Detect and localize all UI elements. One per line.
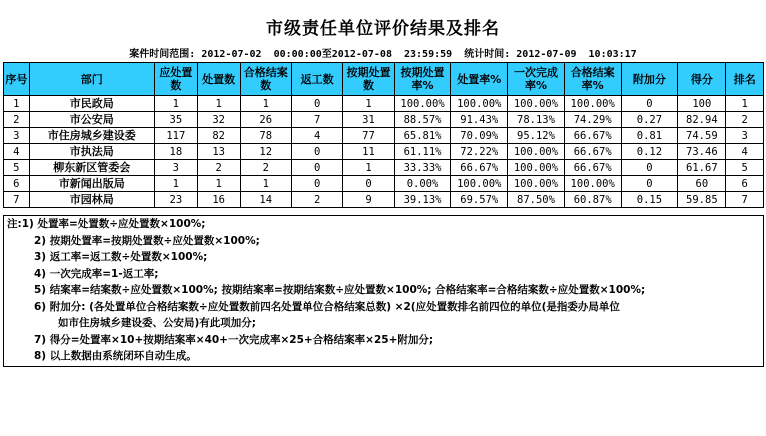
- note-3: 3) 返工率=返工数÷处置数×100%;: [34, 251, 208, 263]
- note-line: [4, 233, 763, 250]
- cell-bonus: 0.15: [621, 192, 678, 208]
- col-header-qualified: 合格结案数: [240, 63, 291, 96]
- cell-index: 6: [4, 176, 30, 192]
- cell-dept: 市执法局: [29, 144, 154, 160]
- cell-handle-rate: 100.00%: [451, 176, 508, 192]
- cell-dept: 市住房城乡建设委: [29, 128, 154, 144]
- cell-dept: 市新闻出版局: [29, 176, 154, 192]
- cell-bonus: 0: [621, 96, 678, 112]
- cell-rank: 4: [726, 144, 764, 160]
- time-info: [0, 45, 766, 60]
- cell-rank: 5: [726, 160, 764, 176]
- cell-first-rate: 100.00%: [508, 160, 565, 176]
- note-line: [4, 348, 763, 365]
- cell-score: 74.59: [678, 128, 726, 144]
- cell-qualified-rate: 66.67%: [564, 144, 621, 160]
- cell-qualified-rate: 60.87%: [564, 192, 621, 208]
- cell-bonus: 0.12: [621, 144, 678, 160]
- cell-qualified-rate: 66.67%: [564, 160, 621, 176]
- cell-handle-rate: 72.22%: [451, 144, 508, 160]
- note-line: [4, 216, 763, 233]
- cell-ontime-rate: 88.57%: [394, 112, 451, 128]
- cell-bonus: 0.27: [621, 112, 678, 128]
- cell-bonus: 0: [621, 176, 678, 192]
- cell-rework: 0: [291, 160, 342, 176]
- col-header-ontime-rate: 按期处置率%: [394, 63, 451, 96]
- cell-rework: 0: [291, 96, 342, 112]
- note-line: [4, 282, 763, 299]
- cell-ontime-rate: 61.11%: [394, 144, 451, 160]
- cell-ontime-rate: 39.13%: [394, 192, 451, 208]
- cell-handled: 16: [197, 192, 240, 208]
- col-header-qualified-rate: 合格结案率%: [564, 63, 621, 96]
- table-row: [4, 160, 764, 176]
- cell-ontime-rate: 100.00%: [394, 96, 451, 112]
- cell-due: 3: [154, 160, 197, 176]
- cell-ontime-rate: 65.81%: [394, 128, 451, 144]
- cell-score: 59.85: [678, 192, 726, 208]
- cell-ontime: 11: [343, 144, 394, 160]
- cell-handled: 82: [197, 128, 240, 144]
- cell-rework: 2: [291, 192, 342, 208]
- cell-rework: 4: [291, 128, 342, 144]
- cell-ontime: 1: [343, 96, 394, 112]
- table-row: [4, 144, 764, 160]
- cell-due: 1: [154, 176, 197, 192]
- cell-score: 73.46: [678, 144, 726, 160]
- cell-handled: 13: [197, 144, 240, 160]
- note-line: [4, 315, 763, 332]
- col-header-rank: 排名: [726, 63, 764, 96]
- cell-bonus: 0.81: [621, 128, 678, 144]
- cell-first-rate: 78.13%: [508, 112, 565, 128]
- note-7: 7) 得分=处置率×10+按期结案率×40+一次完成率×25+合格结案率×25+附加分;: [34, 333, 434, 346]
- page-title: 市级责任单位评价结果及排名: [266, 19, 500, 39]
- cell-qualified-rate: 100.00%: [564, 96, 621, 112]
- cell-rank: 1: [726, 96, 764, 112]
- cell-score: 82.94: [678, 112, 726, 128]
- cell-due: 1: [154, 96, 197, 112]
- header-row: [4, 63, 764, 96]
- cell-ontime: 31: [343, 112, 394, 128]
- cell-dept: 市园林局: [29, 192, 154, 208]
- note-6-continued: 如市住房城乡建设委、公安局)有此项加分;: [58, 317, 256, 329]
- range-value: 2012-07-02 00:00:00至2012-07-08 23:59:59: [201, 49, 453, 60]
- note-8: 8) 以上数据由系统闭环自动生成。: [34, 350, 197, 362]
- table-row: [4, 128, 764, 144]
- col-header-score: 得分: [678, 63, 726, 96]
- note-1: 1) 处置率=处置数÷应处置数×100%;: [21, 218, 206, 230]
- cell-due: 18: [154, 144, 197, 160]
- cell-rework: 0: [291, 176, 342, 192]
- cell-handle-rate: 66.67%: [451, 160, 508, 176]
- cell-due: 35: [154, 112, 197, 128]
- cell-rank: 7: [726, 192, 764, 208]
- cell-qualified: 26: [240, 112, 291, 128]
- cell-handle-rate: 69.57%: [451, 192, 508, 208]
- cell-qualified: 14: [240, 192, 291, 208]
- cell-handled: 2: [197, 160, 240, 176]
- cell-handle-rate: 70.09%: [451, 128, 508, 144]
- cell-dept: 柳东新区管委会: [29, 160, 154, 176]
- cell-ontime: 0: [343, 176, 394, 192]
- note-line: [4, 299, 763, 316]
- note-5: 5) 结案率=结案数÷应处置数×100%; 按期结案率=按期结案数÷应处置数×100%; 合格结案率=合格结案数÷应处置数×100%;: [34, 284, 646, 296]
- cell-first-rate: 100.00%: [508, 96, 565, 112]
- col-header-rework: 返工数: [291, 63, 342, 96]
- cell-qualified: 2: [240, 160, 291, 176]
- col-header-ontime: 按期处置数: [343, 63, 394, 96]
- range-label: 案件时间范围:: [129, 49, 196, 60]
- col-header-index: 序号: [4, 63, 30, 96]
- col-header-first-rate: 一次完成率%: [508, 63, 565, 96]
- col-header-handled: 处置数: [197, 63, 240, 96]
- notes-box: [3, 215, 764, 367]
- evaluation-table: [3, 62, 764, 208]
- note-line: [4, 266, 763, 283]
- cell-first-rate: 100.00%: [508, 144, 565, 160]
- cell-score: 60: [678, 176, 726, 192]
- cell-dept: 市民政局: [29, 96, 154, 112]
- cell-ontime-rate: 33.33%: [394, 160, 451, 176]
- cell-index: 5: [4, 160, 30, 176]
- cell-qualified-rate: 66.67%: [564, 128, 621, 144]
- cell-handled: 32: [197, 112, 240, 128]
- stat-label: 统计时间:: [464, 49, 511, 60]
- col-header-dept: 部门: [29, 63, 154, 96]
- note-4: 4) 一次完成率=1-返工率;: [34, 267, 159, 280]
- col-header-bonus: 附加分: [621, 63, 678, 96]
- cell-index: 1: [4, 96, 30, 112]
- table-row: [4, 192, 764, 208]
- cell-ontime: 77: [343, 128, 394, 144]
- table-row: [4, 96, 764, 112]
- cell-first-rate: 87.50%: [508, 192, 565, 208]
- cell-handled: 1: [197, 176, 240, 192]
- notes-prefix: 注:: [7, 218, 22, 230]
- col-header-handle-rate: 处置率%: [451, 63, 508, 96]
- cell-due: 117: [154, 128, 197, 144]
- cell-score: 100: [678, 96, 726, 112]
- cell-ontime: 9: [343, 192, 394, 208]
- cell-ontime: 1: [343, 160, 394, 176]
- note-2: 2) 按期处置率=按期处置数÷应处置数×100%;: [34, 234, 260, 247]
- cell-first-rate: 95.12%: [508, 128, 565, 144]
- cell-dept: 市公安局: [29, 112, 154, 128]
- cell-rank: 6: [726, 176, 764, 192]
- cell-due: 23: [154, 192, 197, 208]
- cell-qualified-rate: 74.29%: [564, 112, 621, 128]
- note-line: [4, 249, 763, 266]
- table-row: [4, 176, 764, 192]
- cell-qualified-rate: 100.00%: [564, 176, 621, 192]
- cell-qualified: 1: [240, 96, 291, 112]
- cell-bonus: 0: [621, 160, 678, 176]
- cell-rework: 0: [291, 144, 342, 160]
- cell-handle-rate: 100.00%: [451, 96, 508, 112]
- cell-qualified: 78: [240, 128, 291, 144]
- cell-index: 7: [4, 192, 30, 208]
- cell-score: 61.67: [678, 160, 726, 176]
- note-6: 6) 附加分: (各处置单位合格结案数÷应处置数前四名处置单位合格结案总数) ×2(应处置数排名前四位的单位(是指委办局单位: [34, 300, 620, 313]
- cell-rework: 7: [291, 112, 342, 128]
- cell-index: 2: [4, 112, 30, 128]
- stat-value: 2012-07-09 10:03:17: [516, 49, 637, 60]
- cell-index: 4: [4, 144, 30, 160]
- cell-handled: 1: [197, 96, 240, 112]
- cell-qualified: 1: [240, 176, 291, 192]
- note-line: [4, 332, 763, 349]
- cell-rank: 2: [726, 112, 764, 128]
- cell-index: 3: [4, 128, 30, 144]
- cell-rank: 3: [726, 128, 764, 144]
- cell-qualified: 12: [240, 144, 291, 160]
- cell-ontime-rate: 0.00%: [394, 176, 451, 192]
- cell-first-rate: 100.00%: [508, 176, 565, 192]
- col-header-due: 应处置数: [154, 63, 197, 96]
- table-row: [4, 112, 764, 128]
- cell-handle-rate: 91.43%: [451, 112, 508, 128]
